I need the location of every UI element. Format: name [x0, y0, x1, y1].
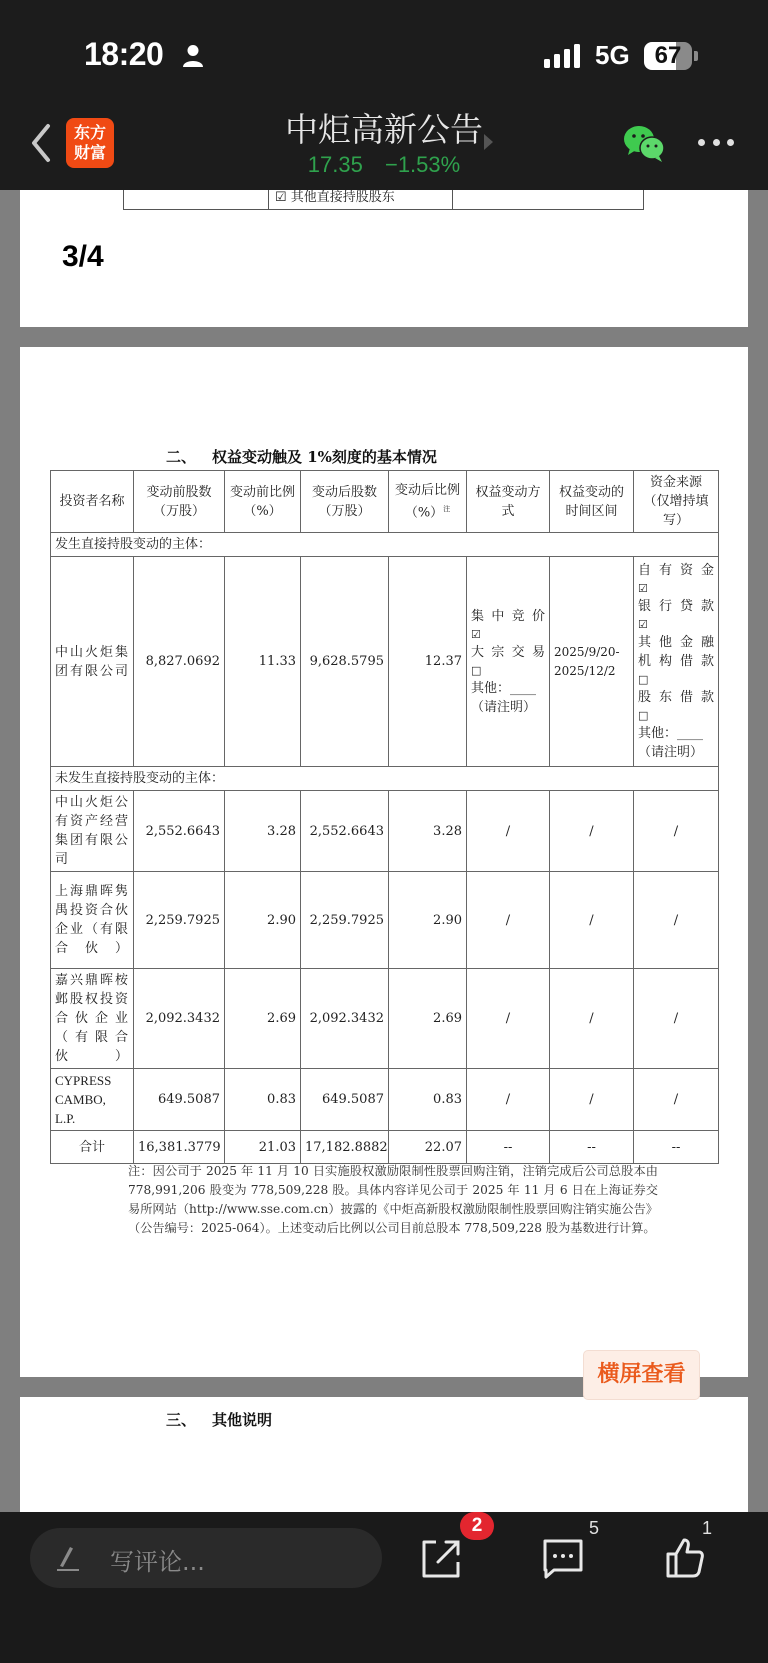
- header-after-pct-text: 变动后比例（%）: [394, 482, 460, 521]
- share-icon[interactable]: [418, 1534, 464, 1580]
- after-pct: 2.69: [389, 969, 467, 1069]
- after-shares: 2,259.7925: [301, 872, 389, 969]
- after-shares: 9,628.5795: [301, 557, 389, 767]
- section-title: 其他说明: [212, 1411, 273, 1429]
- period-start: 2025/9/20-: [554, 644, 620, 659]
- checkbox-checked: ☑: [638, 582, 648, 595]
- checkbox-empty: □: [471, 663, 482, 677]
- table-row: [51, 557, 719, 767]
- method-option: 集中竞价: [471, 608, 545, 624]
- previous-table-fragment: [123, 188, 644, 210]
- funding-option: 股东借款: [638, 690, 714, 705]
- change-period: /: [550, 969, 634, 1069]
- table-row: [51, 791, 719, 872]
- comment-placeholder: 写评论...: [110, 1548, 205, 1576]
- section-heading: [166, 446, 437, 467]
- total-before-shares: 16,381.3779: [134, 1131, 225, 1164]
- pencil-icon: [56, 1544, 80, 1572]
- change-period: /: [550, 791, 634, 872]
- after-pct: 12.37: [389, 557, 467, 767]
- funding-source: [634, 557, 719, 767]
- table-cell: ☑ 其他直接持股股东: [269, 188, 453, 209]
- after-pct: 3.28: [389, 791, 467, 872]
- total-funding: --: [634, 1131, 719, 1164]
- method-option: 大宗交易: [471, 644, 545, 660]
- total-period: --: [550, 1131, 634, 1164]
- likes-count: 1: [702, 1518, 713, 1538]
- header-funding: 资金来源（仅增持填写）: [634, 471, 719, 533]
- total-after-shares: 17,182.8882: [301, 1131, 389, 1164]
- group-row-unchanged: [51, 767, 719, 791]
- battery-tip: [694, 51, 698, 61]
- before-pct: 2.69: [225, 969, 301, 1069]
- dot: [713, 139, 720, 146]
- status-time: 18:20: [84, 36, 164, 72]
- investor-name: 中山火炬公有资产经营集团有限公司: [51, 791, 134, 872]
- checkbox-empty: □: [638, 709, 649, 722]
- bottom-action-bar: [0, 1512, 768, 1663]
- after-shares: 2,552.6643: [301, 791, 389, 872]
- comments-count: 5: [589, 1518, 600, 1538]
- section-title: 权益变动触及 1%刻度的基本情况: [212, 448, 437, 466]
- before-shares: 8,827.0692: [134, 557, 225, 767]
- header-period: 权益变动的时间区间: [550, 471, 634, 533]
- change-method: /: [467, 969, 550, 1069]
- after-shares: 2,092.3432: [301, 969, 389, 1069]
- before-shares: 649.5087: [134, 1069, 225, 1131]
- change-period: [550, 557, 634, 767]
- header-before-shares: 变动前股数（万股）: [134, 471, 225, 533]
- total-before-pct: 21.03: [225, 1131, 301, 1164]
- table-cell: [124, 188, 269, 209]
- funding-option: 银行贷款: [638, 599, 714, 614]
- investor-name: 上海鼎晖隽禺投资合伙企业（有限合伙）: [51, 872, 134, 969]
- share-badge: 2: [460, 1512, 494, 1540]
- checkbox-checked: ☑: [638, 618, 648, 631]
- total-method: --: [467, 1131, 550, 1164]
- funding-option: 其他金融: [638, 635, 714, 650]
- change-method: /: [467, 791, 550, 872]
- wechat-icon[interactable]: [622, 124, 668, 162]
- section-number: 三、: [166, 1411, 197, 1429]
- more-options-button[interactable]: [698, 136, 734, 148]
- change-method: /: [467, 1069, 550, 1131]
- document-page-next: [20, 1362, 748, 1517]
- investor-name: 嘉兴鼎晖桉邺股权投资合伙企业（有限合伙）: [51, 969, 134, 1069]
- before-pct: 0.83: [225, 1069, 301, 1131]
- table-row: [51, 1069, 719, 1131]
- dot: [727, 139, 734, 146]
- group-row-changed: [51, 533, 719, 557]
- landscape-view-button[interactable]: 横屏查看: [583, 1350, 700, 1400]
- group-label: 发生直接持股变动的主体：: [51, 533, 719, 557]
- logo-line-1: 东方: [73, 123, 106, 142]
- header-method: 权益变动方式: [467, 471, 550, 533]
- funding-option: 机构借款: [638, 654, 714, 669]
- table-row: [51, 969, 719, 1069]
- period-end: 2025/12/2: [554, 663, 616, 678]
- funding-source: /: [634, 1069, 719, 1131]
- before-shares: 2,259.7925: [134, 872, 225, 969]
- equity-change-table: [50, 470, 719, 1164]
- dot: [698, 139, 705, 146]
- funding-source: /: [634, 872, 719, 969]
- before-pct: 2.90: [225, 872, 301, 969]
- before-shares: 2,092.3432: [134, 969, 225, 1069]
- after-pct: 0.83: [389, 1069, 467, 1131]
- stock-price: 17.35: [307, 152, 363, 177]
- stock-change: −1.53%: [384, 152, 461, 177]
- funding-source: /: [634, 791, 719, 872]
- footnote: 注：因公司于 2025 年 11 月 10 日实施股权激励限制性股票回购注销，注销完成后公司总股本由 778,991,206 股变为 778,509,228 股。具体内容详见公司于 2025 年 11 月 6 日在上海证券交易所网站（http://www.sse.com.cn）披露的《中炬高新股权激励限制性股票回购注销实施公告》（公告编号：2025-064）。上述变动后比例以公司目前总股本 778,509,228 股为基数进行计算。: [128, 1164, 658, 1235]
- after-shares: 649.5087: [301, 1069, 389, 1131]
- investor-name: CYPRESS CAMBO, L.P.: [51, 1069, 134, 1131]
- before-pct: 3.28: [225, 791, 301, 872]
- method-note: （请注明）: [471, 699, 537, 715]
- battery-level: 67: [654, 42, 682, 69]
- comment-icon[interactable]: [540, 1534, 586, 1580]
- person-icon: [182, 44, 204, 68]
- top-bar: [0, 0, 768, 190]
- total-row: [51, 1131, 719, 1164]
- document-page-3-tail: [20, 190, 748, 327]
- header-before-pct: 变动前比例（%）: [225, 471, 301, 533]
- note-mark: 注: [443, 504, 451, 513]
- checkbox-checked: ☑: [471, 627, 481, 641]
- signal-icon: [544, 44, 584, 68]
- network-label: 5G: [595, 40, 630, 70]
- funding-option: 自有资金: [638, 563, 714, 578]
- before-pct: 11.33: [225, 557, 301, 767]
- page-indicator: 3/4: [62, 240, 104, 273]
- table-header-row: [51, 471, 719, 533]
- battery-icon: [644, 42, 692, 70]
- funding-note: （请注明）: [638, 745, 704, 760]
- funding-source: /: [634, 969, 719, 1069]
- change-period: /: [550, 872, 634, 969]
- method-other: 其他：____: [471, 680, 537, 696]
- header-after-pct: [389, 471, 467, 533]
- header-after-shares: 变动后股数（万股）: [301, 471, 389, 533]
- total-label: 合计: [51, 1131, 134, 1164]
- thumbs-up-icon[interactable]: [662, 1534, 708, 1580]
- comment-input[interactable]: [30, 1528, 382, 1588]
- table-row: [51, 872, 719, 969]
- section-number: 二、: [166, 448, 197, 466]
- funding-other: 其他：____: [638, 726, 704, 741]
- section-heading: [166, 1409, 272, 1430]
- logo-line-2: 财富: [73, 143, 106, 162]
- caret-right-icon[interactable]: [484, 134, 493, 150]
- total-after-pct: 22.07: [389, 1131, 467, 1164]
- before-shares: 2,552.6643: [134, 791, 225, 872]
- change-period: /: [550, 1069, 634, 1131]
- table-cell: [453, 188, 643, 209]
- checkbox-empty: □: [638, 673, 649, 686]
- page-title: 中炬高新公告: [285, 110, 483, 149]
- header-investor: 投资者名称: [51, 471, 134, 533]
- change-method: /: [467, 872, 550, 969]
- after-pct: 2.90: [389, 872, 467, 969]
- investor-name: 中山火炬集团有限公司: [51, 557, 134, 767]
- change-method: [467, 557, 550, 767]
- group-label: 未发生直接持股变动的主体：: [51, 767, 719, 791]
- document-page: [20, 347, 748, 1377]
